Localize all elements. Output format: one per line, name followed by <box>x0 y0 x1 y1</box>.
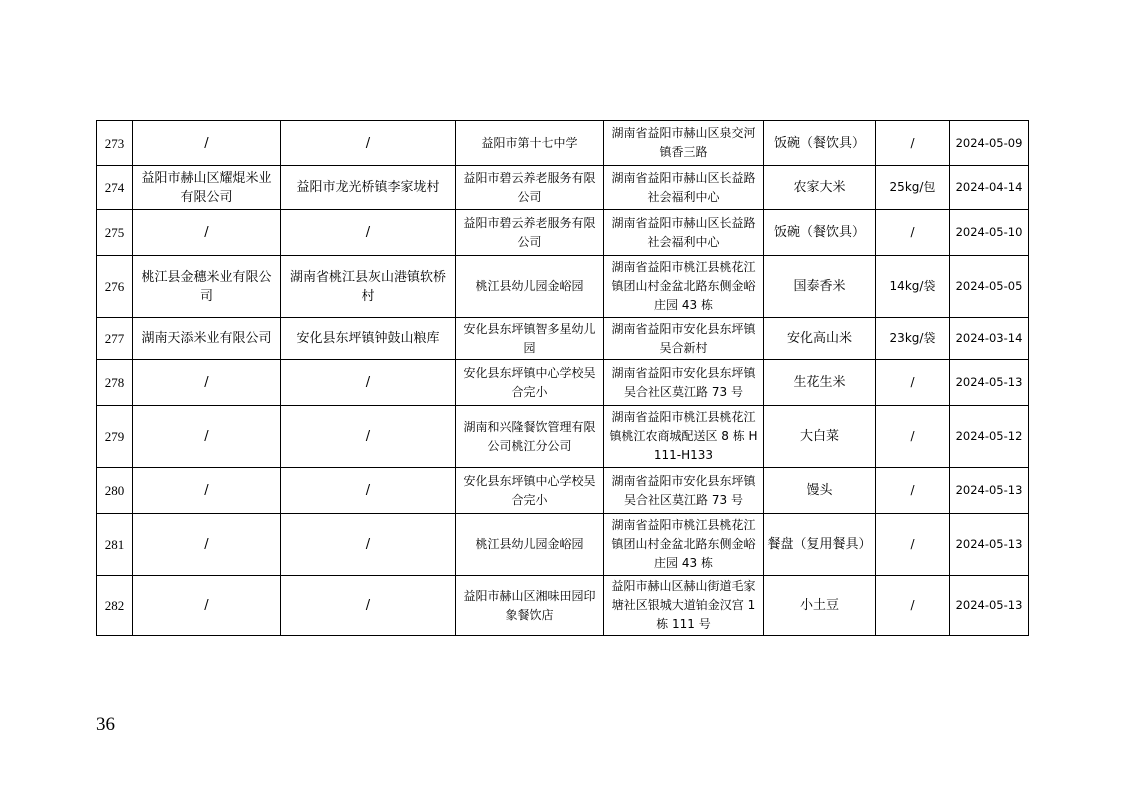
production-date: 2024-04-14 <box>950 166 1029 210</box>
sampled-unit-address: 湖南省益阳市赫山区长益路社会福利中心 <box>604 166 764 210</box>
row-number: 281 <box>97 514 133 576</box>
sampled-unit: 益阳市碧云养老服务有限公司 <box>456 210 604 256</box>
sampled-unit: 安化县东坪镇智多星幼儿园 <box>456 318 604 360</box>
sampled-unit-address: 湖南省益阳市安化县东坪镇吴合新村 <box>604 318 764 360</box>
sampling-results-table <box>96 120 1029 636</box>
specification: / <box>876 576 950 636</box>
production-date: 2024-03-14 <box>950 318 1029 360</box>
specification: 14kg/袋 <box>876 256 950 318</box>
table-row <box>97 166 1029 210</box>
sampled-unit: 桃江县幼儿园金峪园 <box>456 514 604 576</box>
producer-address: / <box>281 514 456 576</box>
sampled-unit-address: 湖南省益阳市桃江县桃花江镇团山村金盆北路东侧金峪庄园 43 栋 <box>604 256 764 318</box>
row-number: 279 <box>97 406 133 468</box>
row-number: 280 <box>97 468 133 514</box>
producer-address: / <box>281 210 456 256</box>
sampled-unit-address: 湖南省益阳市安化县东坪镇吴合社区莫江路 73 号 <box>604 468 764 514</box>
food-name: 饭碗（餐饮具） <box>764 210 876 256</box>
specification: / <box>876 514 950 576</box>
table-row <box>97 360 1029 406</box>
producer-name: / <box>133 514 281 576</box>
food-name: 餐盘（复用餐具） <box>764 514 876 576</box>
food-name: 大白菜 <box>764 406 876 468</box>
row-number: 277 <box>97 318 133 360</box>
sampled-unit: 益阳市赫山区湘味田园印象餐饮店 <box>456 576 604 636</box>
table-row <box>97 514 1029 576</box>
specification: / <box>876 121 950 166</box>
producer-address: / <box>281 576 456 636</box>
producer-name: 桃江县金穗米业有限公司 <box>133 256 281 318</box>
row-number: 282 <box>97 576 133 636</box>
production-date: 2024-05-13 <box>950 514 1029 576</box>
producer-address: / <box>281 468 456 514</box>
food-name: 农家大米 <box>764 166 876 210</box>
table-row <box>97 406 1029 468</box>
sampled-unit-address: 湖南省益阳市桃江县桃花江镇团山村金盆北路东侧金峪庄园 43 栋 <box>604 514 764 576</box>
sampled-unit: 益阳市碧云养老服务有限公司 <box>456 166 604 210</box>
production-date: 2024-05-13 <box>950 360 1029 406</box>
producer-name: / <box>133 468 281 514</box>
producer-address: / <box>281 121 456 166</box>
sampled-unit: 安化县东坪镇中心学校吴合完小 <box>456 360 604 406</box>
production-date: 2024-05-05 <box>950 256 1029 318</box>
row-number: 273 <box>97 121 133 166</box>
row-number: 274 <box>97 166 133 210</box>
sampled-unit: 湖南和兴隆餐饮管理有限公司桃江分公司 <box>456 406 604 468</box>
sampled-unit-address: 湖南省益阳市安化县东坪镇吴合社区莫江路 73 号 <box>604 360 764 406</box>
table-row <box>97 576 1029 636</box>
row-number: 276 <box>97 256 133 318</box>
specification: / <box>876 406 950 468</box>
producer-address: 安化县东坪镇钟鼓山粮库 <box>281 318 456 360</box>
specification: / <box>876 468 950 514</box>
producer-name: 益阳市赫山区耀焜米业有限公司 <box>133 166 281 210</box>
producer-address: 湖南省桃江县灰山港镇软桥村 <box>281 256 456 318</box>
producer-name: / <box>133 576 281 636</box>
food-name: 馒头 <box>764 468 876 514</box>
sampled-unit: 安化县东坪镇中心学校吴合完小 <box>456 468 604 514</box>
production-date: 2024-05-12 <box>950 406 1029 468</box>
specification: / <box>876 360 950 406</box>
sampled-unit-address: 湖南省益阳市赫山区长益路社会福利中心 <box>604 210 764 256</box>
table-row <box>97 468 1029 514</box>
table-row <box>97 210 1029 256</box>
page-number: 36 <box>96 714 115 735</box>
production-date: 2024-05-13 <box>950 468 1029 514</box>
producer-name: / <box>133 210 281 256</box>
sampled-unit-address: 湖南省益阳市桃江县桃花江镇桃江农商城配送区 8 栋 H111-H133 <box>604 406 764 468</box>
production-date: 2024-05-13 <box>950 576 1029 636</box>
sampled-unit-address: 益阳市赫山区赫山街道毛家塘社区银城大道铂金汉宫 1 栋 111 号 <box>604 576 764 636</box>
food-name: 饭碗（餐饮具） <box>764 121 876 166</box>
production-date: 2024-05-09 <box>950 121 1029 166</box>
producer-name: / <box>133 360 281 406</box>
producer-name: / <box>133 406 281 468</box>
producer-address: / <box>281 406 456 468</box>
row-number: 275 <box>97 210 133 256</box>
row-number: 278 <box>97 360 133 406</box>
table-row <box>97 121 1029 166</box>
food-name: 安化高山米 <box>764 318 876 360</box>
food-name: 生花生米 <box>764 360 876 406</box>
table-row <box>97 318 1029 360</box>
sampled-unit: 益阳市第十七中学 <box>456 121 604 166</box>
food-name: 小土豆 <box>764 576 876 636</box>
producer-address: / <box>281 360 456 406</box>
producer-address: 益阳市龙光桥镇李家垅村 <box>281 166 456 210</box>
production-date: 2024-05-10 <box>950 210 1029 256</box>
table-row <box>97 256 1029 318</box>
producer-name: 湖南天添米业有限公司 <box>133 318 281 360</box>
producer-name: / <box>133 121 281 166</box>
specification: / <box>876 210 950 256</box>
specification: 23kg/袋 <box>876 318 950 360</box>
food-name: 国泰香米 <box>764 256 876 318</box>
sampled-unit-address: 湖南省益阳市赫山区泉交河镇香三路 <box>604 121 764 166</box>
specification: 25kg/包 <box>876 166 950 210</box>
sampled-unit: 桃江县幼儿园金峪园 <box>456 256 604 318</box>
